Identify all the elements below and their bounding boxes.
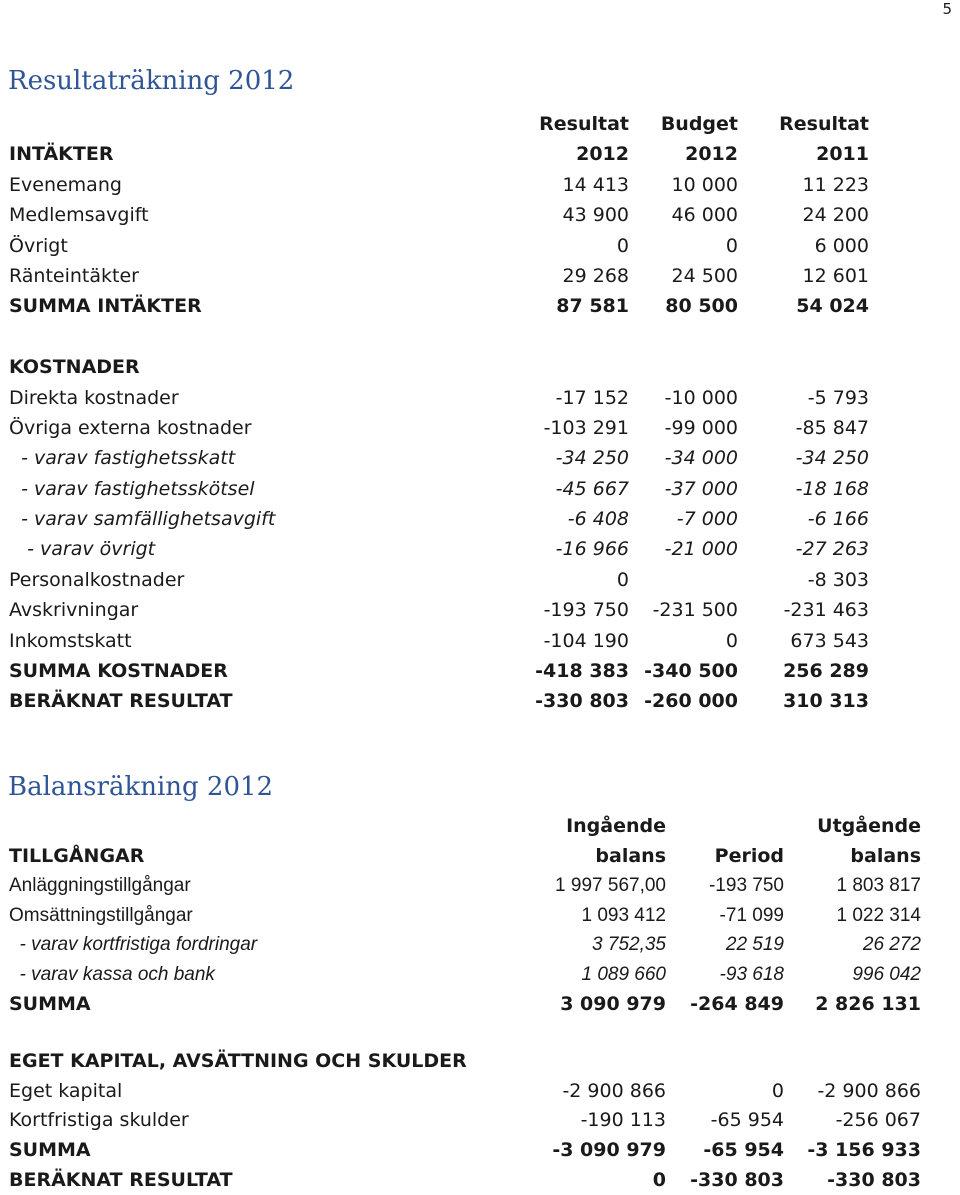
- row-label: Kortfristiga skulder: [9, 1109, 189, 1132]
- value-cell: 1 997 567,00: [555, 875, 666, 897]
- value-cell: -34 000: [664, 447, 738, 470]
- value-cell: -330 803: [535, 690, 629, 713]
- value-cell: -418 383: [535, 660, 629, 683]
- value-cell: 0: [616, 234, 629, 257]
- value-cell: 24 200: [802, 204, 869, 227]
- row-label: Avskrivningar: [9, 599, 139, 622]
- row-label: Evenemang: [9, 173, 122, 196]
- value-cell: -27 263: [795, 538, 869, 561]
- row-label: Eget kapital: [9, 1079, 123, 1102]
- value-cell: -2 900 866: [562, 1079, 666, 1102]
- value-cell: -256 067: [835, 1109, 921, 1132]
- value-cell: -10 000: [664, 386, 738, 409]
- value-cell: -260 000: [644, 690, 738, 713]
- column-header: Resultat: [779, 113, 869, 135]
- value-cell: -104 190: [543, 629, 629, 652]
- value-cell: -3 156 933: [807, 1138, 921, 1161]
- value-cell: 2 826 131: [815, 992, 921, 1015]
- value-cell: 0: [616, 568, 629, 591]
- page-number: 5: [942, 0, 952, 18]
- value-cell: -6 166: [807, 508, 869, 531]
- row-label: Medlemsavgift: [9, 204, 149, 227]
- value-cell: -85 847: [795, 416, 869, 439]
- column-header: 2012: [576, 143, 629, 166]
- row-label: - varav samfällighetsavgift: [9, 508, 276, 531]
- value-cell: 26 272: [862, 934, 921, 956]
- value-cell: -71 099: [719, 904, 784, 926]
- column-header: Resultat: [539, 113, 629, 135]
- value-cell: -340 500: [644, 660, 738, 683]
- income-statement-heading: Resultaträkning 2012: [8, 66, 295, 96]
- value-cell: -6 408: [567, 508, 629, 531]
- row-label: - varav övrigt: [9, 538, 156, 561]
- column-header: balans: [850, 844, 921, 867]
- row-label: Övrigt: [9, 234, 68, 257]
- value-cell: -5 793: [807, 386, 869, 409]
- value-cell: -65 954: [710, 1109, 784, 1132]
- row-label: EGET KAPITAL, AVSÄTTNING OCH SKULDER: [9, 1050, 467, 1073]
- value-cell: 87 581: [556, 295, 629, 318]
- value-cell: -231 463: [783, 599, 869, 622]
- row-label: - varav kortfristiga fordringar: [9, 934, 258, 956]
- value-cell: 22 519: [725, 934, 784, 956]
- value-cell: 6 000: [814, 234, 869, 257]
- column-header: balans: [595, 844, 666, 867]
- value-cell: 310 313: [783, 690, 869, 713]
- row-label: - varav fastighetsskötsel: [9, 477, 255, 500]
- value-cell: -34 250: [555, 447, 629, 470]
- value-cell: -45 667: [555, 477, 629, 500]
- row-label: Inkomstskatt: [9, 629, 132, 652]
- value-cell: 29 268: [562, 264, 629, 287]
- row-label: Övriga externa kostnader: [9, 416, 252, 439]
- header-label: TILLGÅNGAR: [9, 844, 145, 867]
- value-cell: -99 000: [664, 416, 738, 439]
- balance-sheet-heading: Balansräkning 2012: [8, 772, 274, 802]
- row-label: SUMMA KOSTNADER: [9, 660, 228, 683]
- value-cell: 10 000: [671, 173, 738, 196]
- value-cell: -193 750: [543, 599, 629, 622]
- row-label: Ränteintäkter: [9, 264, 139, 287]
- value-cell: 11 223: [802, 173, 869, 196]
- value-cell: 1 803 817: [836, 875, 921, 897]
- value-cell: 0: [725, 629, 738, 652]
- column-header: 2011: [816, 143, 869, 166]
- value-cell: 996 042: [852, 963, 921, 985]
- value-cell: 12 601: [802, 264, 869, 287]
- value-cell: 80 500: [665, 295, 738, 318]
- value-cell: 1 022 314: [836, 904, 921, 926]
- row-label: SUMMA: [9, 1138, 91, 1161]
- row-label: BERÄKNAT RESULTAT: [9, 690, 233, 713]
- value-cell: -16 966: [555, 538, 629, 561]
- column-header: Ingående: [566, 815, 666, 837]
- column-header: Budget: [660, 113, 738, 135]
- value-cell: -7 000: [676, 508, 738, 531]
- column-header: Utgående: [817, 815, 921, 837]
- value-cell: 0: [771, 1079, 784, 1102]
- value-cell: -37 000: [664, 477, 738, 500]
- value-cell: 1 089 660: [581, 963, 666, 985]
- row-label: KOSTNADER: [9, 356, 140, 379]
- value-cell: -65 954: [703, 1138, 784, 1161]
- value-cell: 46 000: [671, 204, 738, 227]
- row-label: SUMMA: [9, 992, 91, 1015]
- value-cell: -330 803: [690, 1168, 784, 1191]
- value-cell: 673 543: [790, 629, 869, 652]
- row-label: BERÄKNAT RESULTAT: [9, 1168, 233, 1191]
- row-label: Direkta kostnader: [9, 386, 179, 409]
- value-cell: -231 500: [652, 599, 738, 622]
- row-label: SUMMA INTÄKTER: [9, 295, 202, 318]
- value-cell: -18 168: [795, 477, 869, 500]
- value-cell: -2 900 866: [817, 1079, 921, 1102]
- value-cell: -21 000: [664, 538, 738, 561]
- value-cell: 24 500: [671, 264, 738, 287]
- value-cell: 43 900: [562, 204, 629, 227]
- value-cell: -3 090 979: [552, 1138, 666, 1161]
- column-header: 2012: [685, 143, 738, 166]
- value-cell: 14 413: [562, 173, 629, 196]
- row-label: - varav kassa och bank: [9, 963, 215, 985]
- value-cell: -264 849: [690, 992, 784, 1015]
- row-label: Personalkostnader: [9, 568, 185, 591]
- value-cell: -17 152: [555, 386, 629, 409]
- value-cell: 3 752,35: [592, 934, 666, 956]
- value-cell: -330 803: [827, 1168, 921, 1191]
- value-cell: -8 303: [807, 568, 869, 591]
- value-cell: -34 250: [795, 447, 869, 470]
- column-header: Period: [714, 844, 784, 867]
- value-cell: 3 090 979: [560, 992, 666, 1015]
- value-cell: -193 750: [708, 875, 784, 897]
- value-cell: 256 289: [783, 660, 869, 683]
- row-label: - varav fastighetsskatt: [9, 447, 236, 470]
- header-label: INTÄKTER: [9, 143, 114, 166]
- value-cell: 0: [652, 1168, 666, 1191]
- row-label: Omsättningstillgångar: [9, 904, 193, 926]
- value-cell: -103 291: [543, 416, 629, 439]
- value-cell: 1 093 412: [581, 904, 666, 926]
- value-cell: -190 113: [580, 1109, 666, 1132]
- value-cell: 0: [725, 234, 738, 257]
- value-cell: -93 618: [719, 963, 784, 985]
- value-cell: 54 024: [796, 295, 869, 318]
- row-label: Anläggningstillgångar: [9, 875, 191, 897]
